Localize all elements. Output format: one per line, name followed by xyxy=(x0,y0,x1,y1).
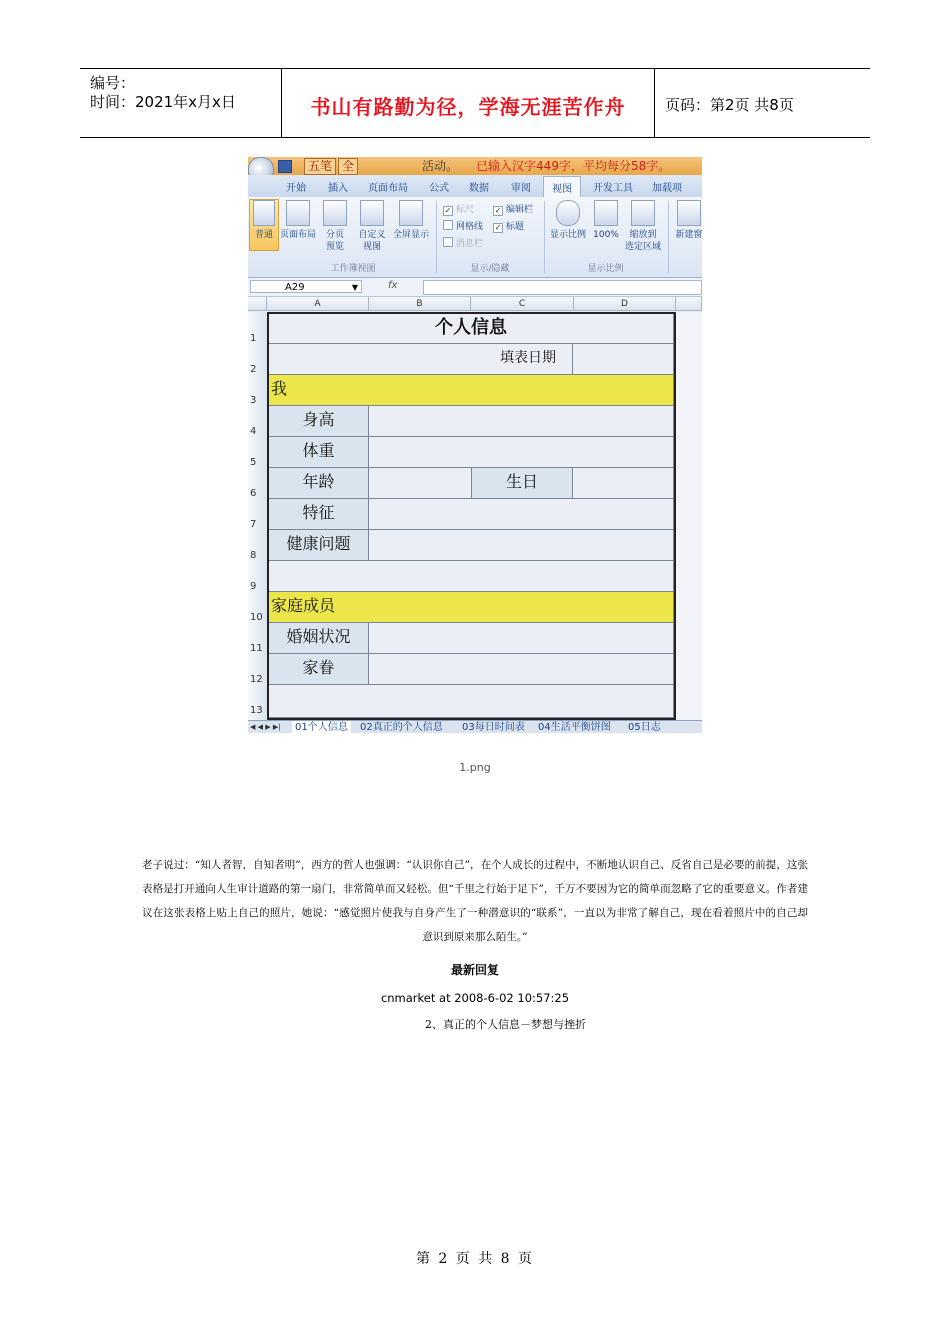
group-divider xyxy=(668,201,669,273)
weight-label-cell[interactable]: 体重 xyxy=(269,437,369,468)
offpage-area xyxy=(676,312,702,720)
page-break-preview-button[interactable] xyxy=(320,200,350,253)
sheet-tab-true-info[interactable]: 02真正的个人信息 xyxy=(360,722,443,733)
sheet-tab-journal[interactable]: 05日志 xyxy=(628,722,661,733)
workbook-views-group-label: 工作簿视图 xyxy=(330,264,376,274)
title-cell[interactable]: 个人信息 xyxy=(269,314,674,344)
page-layout-view-button[interactable] xyxy=(279,200,317,241)
height-label-cell[interactable]: 身高 xyxy=(269,406,369,437)
column-header-d[interactable]: D xyxy=(574,297,676,311)
normal-view-icon xyxy=(253,200,275,226)
zoom-100-icon xyxy=(594,200,618,226)
birthday-value-cell[interactable] xyxy=(573,468,674,499)
tab-insert[interactable]: 插入 xyxy=(328,183,348,194)
body-paragraph: 老子说过：“知人者智，自知者明”，西方的哲人也强调：“认识你自己”，在个人成长的过程中，不断地认识自己、反省自己是必要的前提，这张表格是打开通向人生审计道路的第一扇门，非常简单而又轻松。但“千里之行始于足下”，千万不要因为它的简单而忽略了它的重要意义。作者建议在这张表格上贴上自己的照片，她说：“感觉照片使我与自身产生了一种潜意识的“联系”，一直以为非常了解自己，现在看着照片中的自己却意识到原来那么陌生。” xyxy=(142,859,808,943)
zoom-label: 显示比例 xyxy=(549,230,586,240)
save-icon[interactable] xyxy=(278,160,292,173)
number-label: 编号： xyxy=(90,74,136,92)
features-value-cell[interactable] xyxy=(369,499,674,530)
reply-meta: cnmarket at 2008-6-02 10:57:25 xyxy=(380,991,570,1005)
full-screen-icon xyxy=(399,200,423,226)
tab-data[interactable]: 数据 xyxy=(469,183,489,194)
column-header-b[interactable]: B xyxy=(369,297,471,311)
sheet-tab-personal-info[interactable]: 01个人信息 xyxy=(292,721,351,733)
height-value-cell[interactable] xyxy=(369,406,674,437)
row-header[interactable]: 11 xyxy=(250,643,263,654)
sheet-nav-arrows-icon[interactable]: ◀ ◀ ▶ ▶| xyxy=(250,723,281,731)
title-bar xyxy=(248,157,702,175)
gridlines-checkbox[interactable] xyxy=(443,219,483,232)
ime-mode[interactable]: 五笔 xyxy=(304,158,336,175)
name-box[interactable] xyxy=(250,280,362,293)
tab-developer[interactable]: 开发工具 xyxy=(593,183,633,194)
gridlines-checkbox-box xyxy=(443,220,453,230)
dependents-value-cell[interactable] xyxy=(369,654,674,685)
chevron-down-icon[interactable]: ▼ xyxy=(351,283,358,292)
row-header[interactable]: 1 xyxy=(250,333,257,344)
select-all-corner[interactable] xyxy=(248,297,267,311)
tab-review[interactable]: 审阅 xyxy=(511,183,531,194)
tab-add-ins[interactable]: 加载项 xyxy=(652,183,682,194)
row-header[interactable]: 13 xyxy=(250,705,263,716)
page-header xyxy=(80,68,870,138)
formula-bar xyxy=(248,278,702,297)
birthday-label-cell[interactable]: 生日 xyxy=(472,468,573,499)
row-header[interactable]: 5 xyxy=(250,457,257,468)
health-value-cell[interactable] xyxy=(369,530,674,561)
formula-bar-checkbox-box: ✓ xyxy=(494,206,502,215)
column-header-c[interactable]: C xyxy=(471,297,574,311)
weight-value-cell[interactable] xyxy=(369,437,674,468)
message-bar-label: 消息栏 xyxy=(456,239,484,249)
excel-screenshot xyxy=(248,157,702,733)
sheet-tab-balance-pie[interactable]: 04生活平衡饼图 xyxy=(538,722,611,733)
custom-views-label-2: 视图 xyxy=(362,242,381,252)
row-header[interactable]: 4 xyxy=(250,426,257,437)
tab-view[interactable]: 视图 xyxy=(543,176,581,199)
age-label-cell[interactable]: 年龄 xyxy=(269,468,369,499)
headings-checkbox-box: ✓ xyxy=(494,223,502,232)
formula-bar-label: 编辑栏 xyxy=(506,205,534,215)
custom-views-icon xyxy=(360,200,384,226)
list-item-2: 2、真正的个人信息－梦想与挫折 xyxy=(425,1018,586,1031)
page-layout-icon xyxy=(286,200,310,226)
group-divider xyxy=(544,201,545,273)
formula-bar-checkbox[interactable] xyxy=(493,202,533,216)
full-screen-button[interactable] xyxy=(390,200,432,241)
marital-label-cell[interactable]: 婚姻状况 xyxy=(269,623,369,654)
new-window-icon xyxy=(677,200,701,226)
ime-width[interactable]: 全 xyxy=(338,158,358,175)
ime-status-bar xyxy=(304,158,670,173)
formula-input[interactable] xyxy=(423,280,702,295)
message-bar-checkbox[interactable] xyxy=(443,236,483,249)
new-window-button[interactable] xyxy=(672,200,702,241)
function-icon[interactable]: fx xyxy=(388,280,398,291)
row-headers xyxy=(248,312,268,720)
message-bar-checkbox-box xyxy=(443,237,453,247)
age-value-cell[interactable] xyxy=(369,468,472,499)
latest-reply-heading: 最新回复 xyxy=(450,963,499,977)
motto: 书山有路勤为径，学海无涯苦作舟 xyxy=(310,95,626,119)
custom-views-button[interactable] xyxy=(356,200,388,253)
gridlines-label: 网格线 xyxy=(456,222,484,232)
blank-row-cell[interactable] xyxy=(269,561,674,592)
page-label: 页码：第2页 共8页 xyxy=(665,96,794,114)
headings-label: 标题 xyxy=(506,222,525,232)
ruler-checkbox[interactable] xyxy=(443,202,474,216)
spreadsheet-grid xyxy=(267,312,676,720)
sheet-tab-daily-schedule[interactable]: 03每日时间表 xyxy=(462,722,525,733)
tab-page-layout[interactable]: 页面布局 xyxy=(368,183,408,194)
custom-views-label-1: 自定义 xyxy=(358,230,386,240)
page-footer: 第 2 页 共 8 页 xyxy=(415,1251,535,1267)
fill-date-label-cell[interactable]: 填表日期 xyxy=(269,344,573,375)
show-hide-group-label: 显示/隐藏 xyxy=(470,264,510,274)
zoom-100-button[interactable] xyxy=(591,200,621,241)
ribbon-panel xyxy=(248,197,702,278)
page-break-label-1: 分页 xyxy=(325,230,344,240)
zoom-selection-label-1: 缩放到 xyxy=(629,230,657,240)
zoom-button[interactable] xyxy=(548,200,588,241)
marital-value-cell[interactable] xyxy=(369,623,674,654)
group-divider xyxy=(436,201,437,273)
row-header[interactable]: 6 xyxy=(250,488,257,499)
blank-row-cell[interactable] xyxy=(269,685,674,718)
header-center-cell xyxy=(282,69,655,137)
tab-home[interactable]: 开始 xyxy=(286,183,306,194)
headings-checkbox[interactable] xyxy=(493,219,524,233)
zoom-group-label: 显示比例 xyxy=(587,264,624,274)
row-header[interactable]: 7 xyxy=(250,519,257,530)
zoom-selection-icon xyxy=(631,200,655,226)
zoom-100-label: 100% xyxy=(593,230,619,240)
ruler-label: 标尺 xyxy=(456,205,475,215)
page-layout-label: 页面布局 xyxy=(279,230,316,240)
row-header[interactable]: 10 xyxy=(250,612,263,623)
name-box-value: A29 xyxy=(285,282,305,293)
row-header[interactable]: 3 xyxy=(250,395,257,406)
ruler-checkbox-box: ✓ xyxy=(444,206,452,215)
new-window-label: 新建窗 xyxy=(675,230,702,240)
header-left-cell xyxy=(80,69,282,137)
health-label-cell[interactable]: 健康问题 xyxy=(269,530,369,561)
sheet-tab-bar xyxy=(248,720,702,733)
normal-view-button[interactable] xyxy=(249,199,279,251)
ime-activity: 活动。 xyxy=(422,159,459,173)
image-caption: 1.png xyxy=(459,761,491,774)
row-header[interactable]: 9 xyxy=(250,581,257,592)
page-break-icon xyxy=(323,200,347,226)
row-header[interactable]: 12 xyxy=(250,674,263,685)
header-right-cell xyxy=(655,69,870,137)
section-family-cell[interactable]: 家庭成员 xyxy=(269,592,674,623)
zoom-selection-label-2: 选定区域 xyxy=(624,242,661,252)
column-header-e[interactable] xyxy=(676,297,702,311)
row-header[interactable]: 8 xyxy=(250,550,257,561)
ribbon-tabs xyxy=(248,175,702,198)
normal-view-label: 普通 xyxy=(254,230,273,240)
dependents-label-cell[interactable]: 家眷 xyxy=(269,654,369,685)
row-header[interactable]: 2 xyxy=(250,364,257,375)
magnifier-icon xyxy=(556,200,580,226)
ime-count: 已输入汉字449字，平均每分58字。 xyxy=(476,159,671,173)
tab-formulas[interactable]: 公式 xyxy=(429,183,449,194)
fill-date-value-cell[interactable] xyxy=(573,344,674,375)
column-header-a[interactable]: A xyxy=(267,297,369,311)
section-me-cell[interactable]: 我 xyxy=(269,375,674,406)
page-break-label-2: 预览 xyxy=(325,242,344,252)
features-label-cell[interactable]: 特征 xyxy=(269,499,369,530)
time-label: 时间：2021年x月x日 xyxy=(90,93,236,111)
zoom-to-selection-button[interactable] xyxy=(623,200,663,253)
full-screen-label: 全屏显示 xyxy=(392,230,429,240)
